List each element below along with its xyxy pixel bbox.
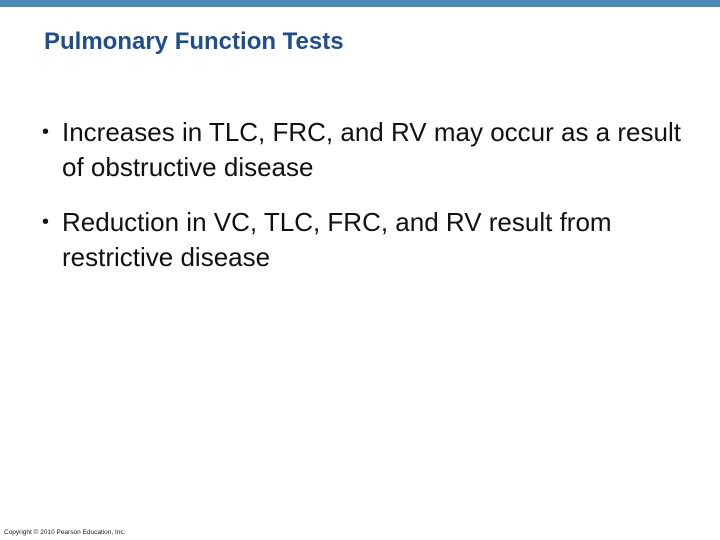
bullet-marker-icon: • <box>42 211 50 233</box>
top-accent-bar <box>0 0 720 7</box>
slide-title: Pulmonary Function Tests <box>44 28 344 55</box>
bullet-marker-icon: • <box>42 121 50 143</box>
bullet-list <box>42 115 702 275</box>
bullet-item <box>42 115 702 185</box>
bullet-item <box>42 205 702 275</box>
bullet-text: Increases in TLC, FRC, and RV may occur as a result of obstructive disease <box>62 117 681 182</box>
footer-copyright: Copyright © 2010 Pearson Education, Inc. <box>4 529 126 536</box>
bullet-text: Reduction in VC, TLC, FRC, and RV result from restrictive disease <box>62 207 612 272</box>
